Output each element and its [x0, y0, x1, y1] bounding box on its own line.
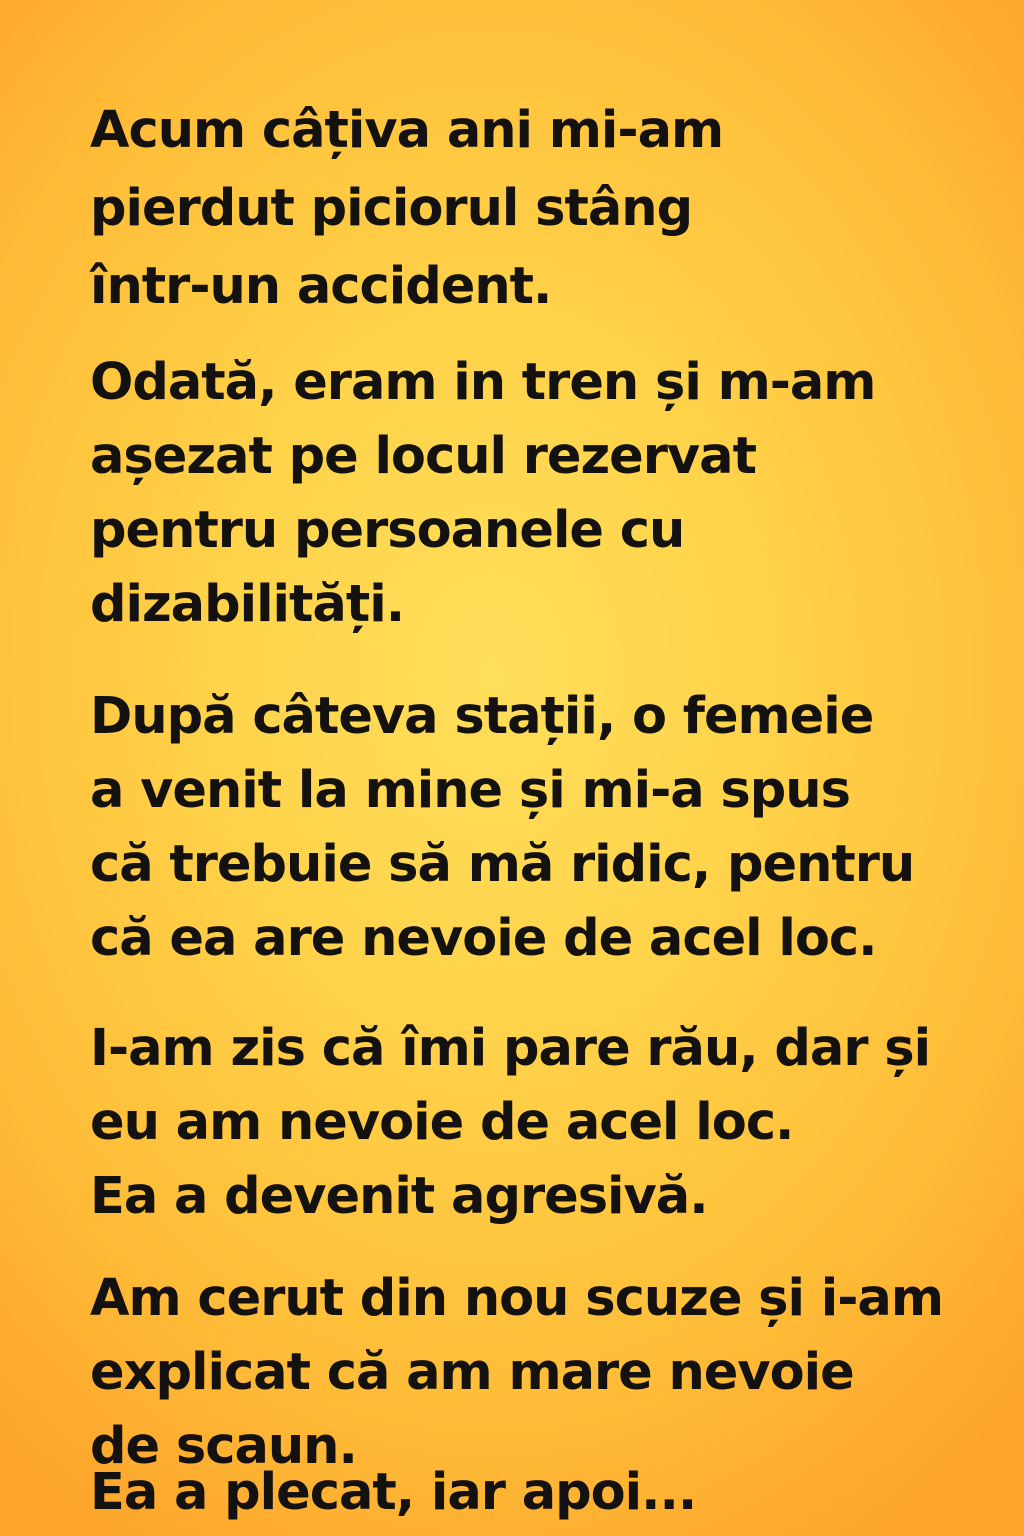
text-line: Acum câțiva ani mi-am: [90, 101, 724, 160]
text-line: că trebuie să mă ridic, pentru: [90, 835, 915, 894]
text-line: așezat pe locul rezervat: [90, 427, 756, 486]
paragraph-apology: [90, 1262, 943, 1484]
text-line: pierdut piciorul stâng: [90, 179, 693, 238]
text-line: explicat că am mare nevoie: [90, 1343, 854, 1402]
text-line: a venit la mine și mi-a spus: [90, 761, 850, 820]
text-line: dizabilități.: [90, 575, 405, 634]
paragraph-accident: [90, 92, 723, 326]
paragraph-woman-request: [90, 680, 914, 976]
paragraph-train-seat: [90, 346, 875, 642]
text-line: Am cerut din nou scuze și i-am: [90, 1269, 943, 1328]
text-line: I-am zis că îmi pare rău, dar și: [90, 1019, 931, 1078]
text-line: eu am nevoie de acel loc.: [90, 1093, 794, 1152]
paragraph-reply: [90, 1012, 930, 1234]
text-line: de scaun.: [90, 1417, 357, 1476]
text-line: Ea a devenit agresivă.: [90, 1167, 708, 1226]
text-line: După câteva stații, o femeie: [90, 687, 874, 746]
text-line: Ea a plecat, iar apoi...: [90, 1463, 697, 1522]
paragraph-ending: [90, 1454, 696, 1532]
text-line: Odată, eram in tren și m-am: [90, 353, 876, 412]
text-line: într-un accident.: [90, 257, 552, 316]
text-line: că ea are nevoie de acel loc.: [90, 909, 877, 968]
text-line: pentru persoanele cu: [90, 501, 685, 560]
